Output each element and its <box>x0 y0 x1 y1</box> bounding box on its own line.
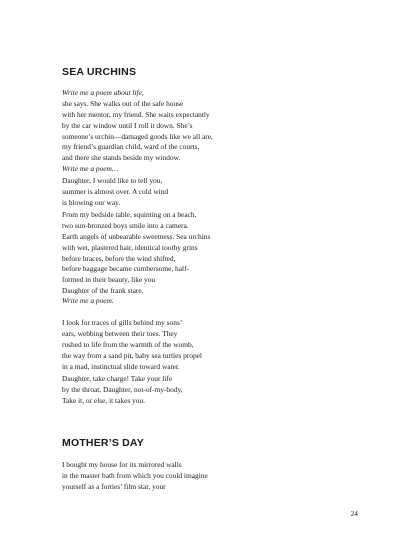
poem-line: before baggage became cumbersome, half- <box>62 264 190 274</box>
poem-line: yourself as a forties’ film star, your <box>62 481 166 491</box>
poem-line: Write me a poem about life, <box>62 88 144 97</box>
poem-line: by the throat, Daughter, not-of-my-body, <box>62 384 183 394</box>
poem-line: someone’s urchin—damaged goods like we all are, <box>62 131 213 141</box>
page-number: 24 <box>350 509 358 518</box>
poem-line: I bought my house for its mirrored walls <box>62 460 182 469</box>
poem-line: rushed to life from the warmth of the womb, <box>62 339 194 349</box>
poem-stanza <box>62 210 210 297</box>
poem-stanza <box>62 460 208 493</box>
poem-line: with wet, plastered hair, identical toothy grins <box>62 242 198 252</box>
poem-stanza <box>62 176 168 209</box>
poem-line: my friend’s guardian child, ward of the courts, <box>62 142 200 152</box>
poem-line: Daughter, take charge! Take your life <box>62 374 173 383</box>
poem-line: summer is almost over. A cold wind <box>62 186 169 196</box>
poem-line: with her mentor, my friend. She waits expectantly <box>62 109 210 119</box>
poem-title-mothers-day: MOTHER’S DAY <box>62 437 144 449</box>
poem-line: in the master bath from which you could imagine <box>62 470 208 480</box>
poem-stanza <box>62 318 202 372</box>
poem-line: by the car window until I roll it down. She’s <box>62 120 193 130</box>
poem-line: in a mad, instinctual slide toward water. <box>62 361 180 371</box>
poem-stanza <box>62 296 114 307</box>
poem-line: she says. She walks out of the safe house <box>62 98 184 108</box>
poem-line: Write me a poem… <box>62 164 119 174</box>
poem-line: I look for traces of gills behind my sons’ <box>62 318 183 327</box>
poem-line: before braces, before the wind shifted, <box>62 253 176 263</box>
poem-line: and there she stands beside my window. <box>62 153 181 163</box>
poem-line: From my bedside table, squinting on a beach, <box>62 210 197 219</box>
poem-line: two sun-bronzed boys smile into a camera. <box>62 220 189 230</box>
poem-stanza <box>62 88 213 175</box>
poem-line: Daughter, I would like to tell you, <box>62 176 163 185</box>
poem-line: the way from a sand pit, baby sea turtles propel <box>62 350 202 360</box>
poem-line: is blowing our way. <box>62 197 121 207</box>
poem-title-sea-urchins: SEA URCHINS <box>62 66 137 78</box>
poem-line: formed in their beauty, like you <box>62 275 156 285</box>
poem-line: Earth angels of unbearable sweetness. Sea urchins <box>62 231 211 241</box>
poem-line: ears, webbing between their toes. They <box>62 328 178 338</box>
poem-stanza <box>62 374 183 407</box>
poem-line: Take it, or else, it takes you. <box>62 395 146 405</box>
poem-line: Write me a poem. <box>62 296 114 305</box>
poem-line: Daughter of the frank stare. <box>62 286 144 296</box>
